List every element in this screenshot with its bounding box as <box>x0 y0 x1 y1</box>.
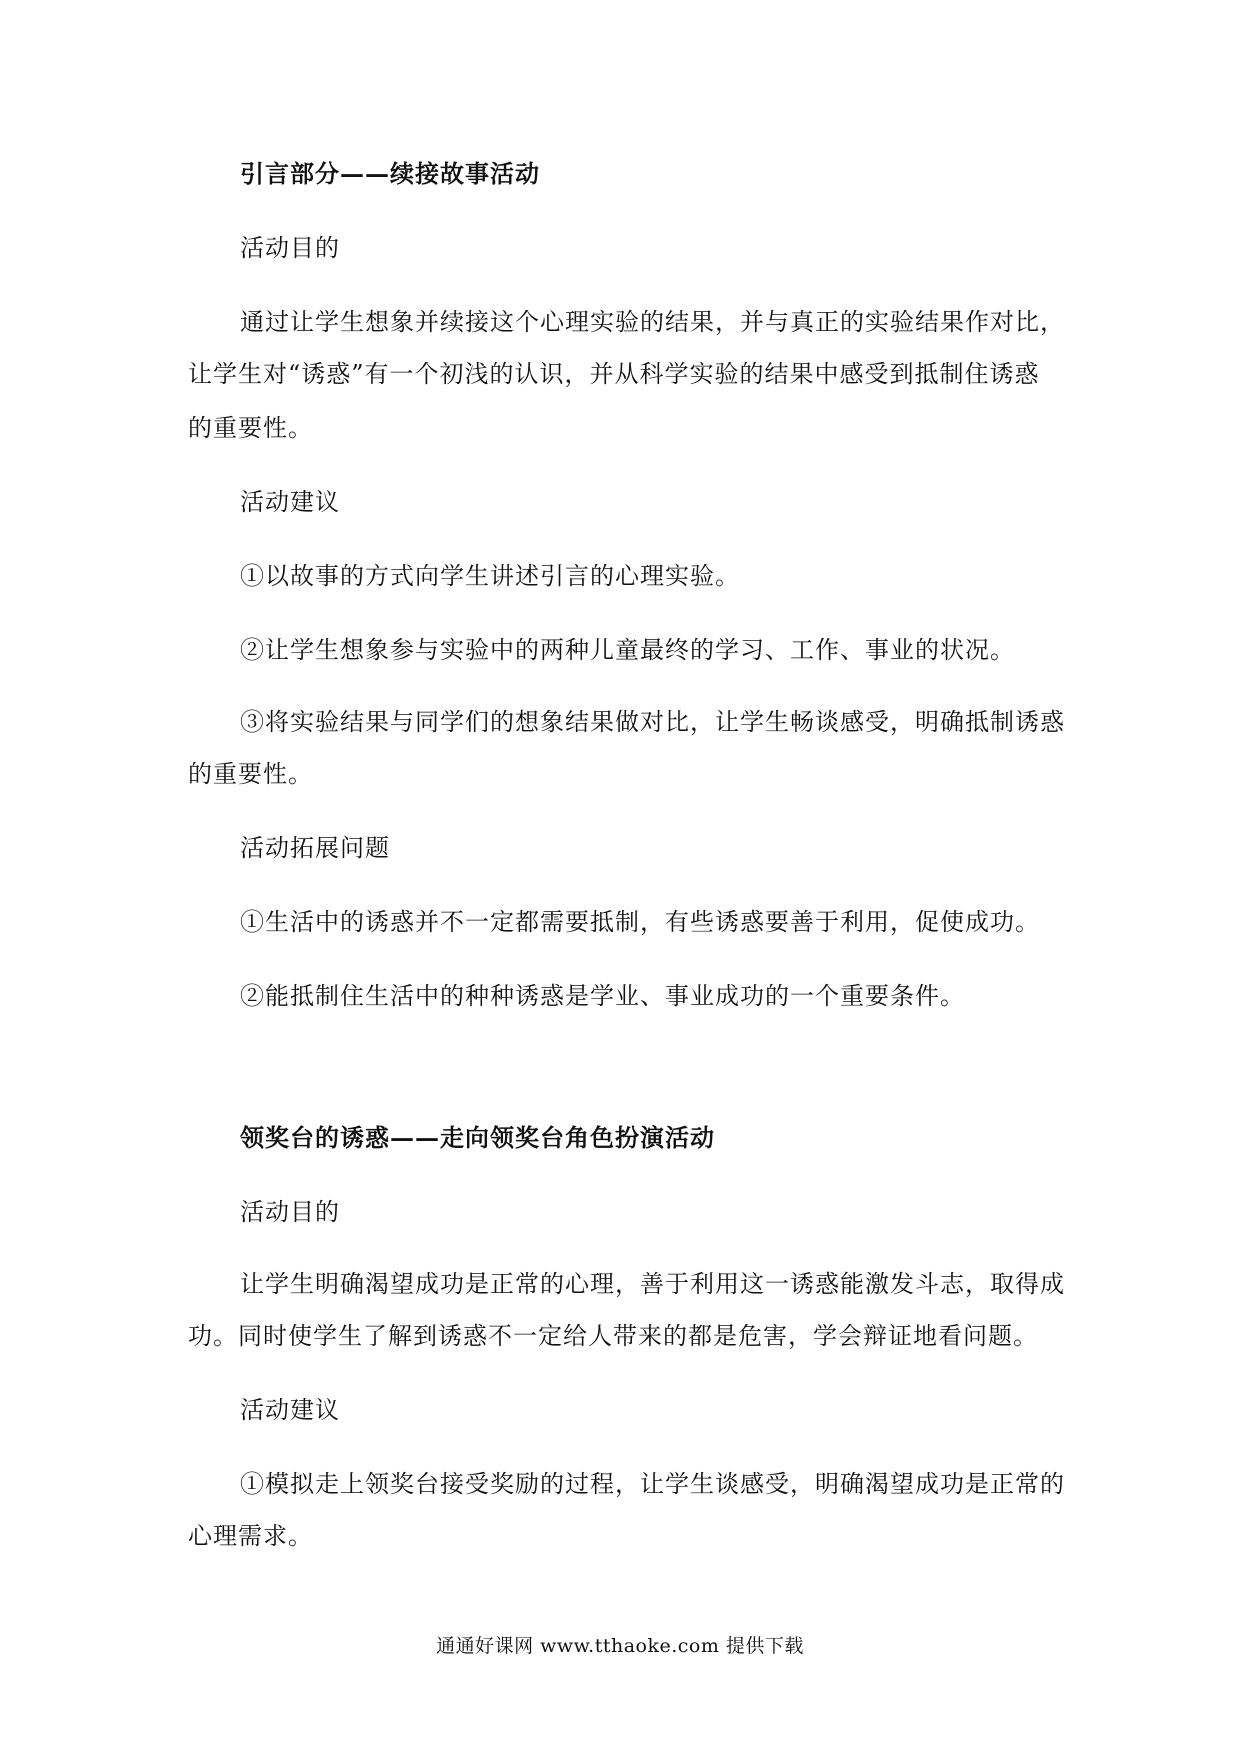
section1-suggestion-item: ②让学生想象参与实验中的两种儿童最终的学习、工作、事业的状况。 <box>240 636 1015 664</box>
section1-extension-label: 活动拓展问题 <box>240 834 390 862</box>
section2-suggestion-label: 活动建议 <box>240 1396 340 1424</box>
section1-suggestion-item: 的重要性。 <box>188 760 313 788</box>
section1-purpose-line: 通过让学生想象并续接这个心理实验的结果，并与真正的实验结果作对比， <box>240 308 1065 336</box>
section2-purpose-label: 活动目的 <box>240 1198 340 1226</box>
section1-extension-item: ①生活中的诱惑并不一定都需要抵制，有些诱惑要善于利用，促使成功。 <box>240 908 1040 936</box>
section1-heading: 引言部分——续接故事活动 <box>240 159 540 188</box>
section2-suggestion-item: ①模拟走上领奖台接受奖励的过程，让学生谈感受，明确渴望成功是正常的 <box>240 1470 1065 1498</box>
section1-purpose-label: 活动目的 <box>240 234 340 262</box>
section2-purpose-line: 功。同时使学生了解到诱惑不一定给人带来的都是危害，学会辩证地看问题。 <box>188 1322 1038 1350</box>
section1-purpose-line: 的重要性。 <box>188 414 313 442</box>
section1-extension-item: ②能抵制住生活中的种种诱惑是学业、事业成功的一个重要条件。 <box>240 982 965 1010</box>
section2-suggestion-item: 心理需求。 <box>188 1522 313 1550</box>
page-footer: 通通好课网 www.tthaoke.com 提供下载 <box>436 1635 804 1657</box>
section1-purpose-line: 让学生对“诱惑”有一个初浅的认识，并从科学实验的结果中感受到抵制住诱惑 <box>188 360 1040 388</box>
section1-suggestion-item: ①以故事的方式向学生讲述引言的心理实验。 <box>240 562 740 590</box>
section1-suggestion-label: 活动建议 <box>240 488 340 516</box>
section2-purpose-line: 让学生明确渴望成功是正常的心理，善于利用这一诱惑能激发斗志，取得成 <box>240 1270 1065 1298</box>
section2-heading: 领奖台的诱惑——走向领奖台角色扮演活动 <box>240 1123 715 1152</box>
section1-suggestion-item: ③将实验结果与同学们的想象结果做对比，让学生畅谈感受，明确抵制诱惑 <box>240 708 1065 736</box>
